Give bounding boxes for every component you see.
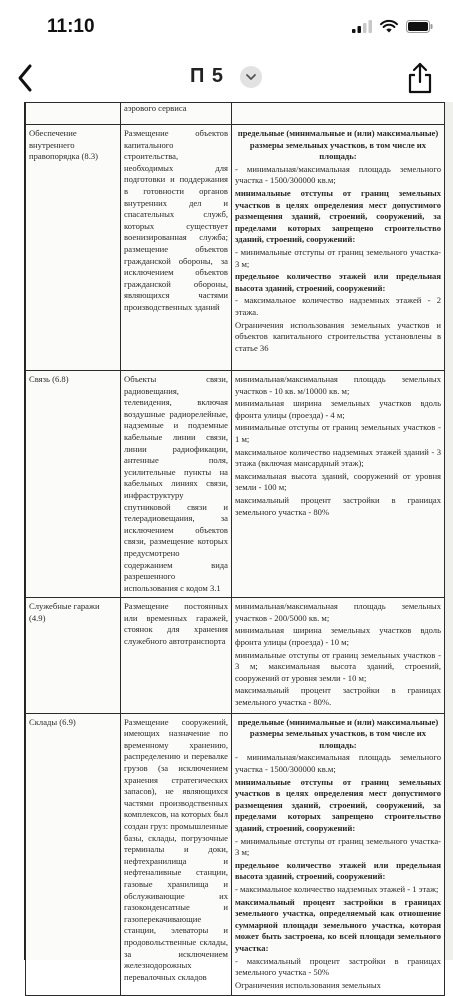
nav-bar [0,54,453,102]
param-line: минимальная/максимальная площадь земельных участков - 200/5000 кв. м; [235,601,441,623]
param-line: минимальная ширина земельных участков вдоль фронта улицы (проезда) - 10 м; [235,625,441,648]
use-type-parameters [232,125,445,371]
status-bar [0,0,453,54]
table-cell [232,103,445,125]
param-line: минимальные отступы от границ земельных участков в целях определения мест допустимого размещения зданий, строений, сооружений, за пределами которых запрещено строительство зданий, строений, сооружений: [235,187,441,245]
param-line: предельные (минимальные и (или) максимальные) размеры земельных участков, в том числе их площадь: [237,128,439,162]
zoning-table [25,102,445,996]
use-type-name: Связь (6.8) [26,371,121,598]
param-line: - минимальные отступы от границ земельного участка- 3 м; [235,246,441,269]
param-line: - максимальное количество надземных этажей - 2 этажа. [235,295,441,317]
use-type-name: Служебные гаражи (4.9) [26,598,121,713]
use-type-parameters [232,371,445,598]
document-title[interactable]: П 5 [190,65,225,87]
param-line: минимальные отступы от границ земельных участков - 1 м; [235,422,441,444]
use-type-parameters [232,713,445,996]
use-type-description: Размещение сооружений, имеющих назначение по временному хранению, распределению и перевалке грузов (за исключением хранения стратегических запасов), не являющихся частями производственных комплексов, на которых был создан груз: промышленные базы, склады, погрузочные терминалы и доки, нефтехранилища и нефтеналивные станции, газовые хранилища и обслуживающие их газоконденсатные и газоперекачивающие станции, элеваторы и продовольственные склады, за исключением железнодорожных перевалочных складов [121,713,232,996]
param-line: максимальное количество надземных этажей зданий - 3 этажа (включая мансардный этаж); [235,446,441,469]
wifi-icon [380,20,398,33]
param-line: предельные (минимальные и (или) максимальные) размеры земельных участков, в том числе их площадь: [237,716,439,750]
status-time: 11:10 [47,16,95,37]
table-cell [26,103,121,125]
param-line: Ограничения использования земельных [235,979,381,990]
table-row [26,598,445,713]
use-type-name: Обеспечение внутреннего правопорядка (8.3) [26,125,121,371]
param-line: - максимальное количество надземных этажей - 1 этаж; [235,883,439,894]
use-type-parameters [232,598,445,713]
param-line: Ограничения использования земельных участков и объектов капитального строительства установлены в статье 36 [235,319,441,353]
table-row [26,125,445,371]
param-line: - минимальная/максимальная площадь земельного участка - 1500/300000 кв.м; [235,752,441,774]
param-line: минимальная/максимальная площадь земельных участков - 10 кв. м/10000 кв. м; [235,374,441,396]
use-type-description: Объекты связи, радиовещания, телевидения, включая воздушные радиорелейные, надземные и подземные кабельные линии связи, линии радиофикации, антенные поля, усилительные пункты на кабельных линиях связи, инфраструктуру спутниковой связи и телерадиовещания, за исключением объектов связи, размещение которых предусмотрено содержанием вида разрешенного использования с кодом 3.1 [121,371,232,598]
table-row [26,713,445,996]
param-line: максимальный процент застройки в границах земельного участка - 80%. [235,685,441,708]
param-line: минимальные отступы от границ земельных участков в целях определения мест допустимого размещения зданий, строений, сооружений, за пределами которых запрещено строительство зданий, строений, сооружений: [235,776,441,833]
param-line: - минимальная/максимальная площадь земельного участка - 1500/300000 кв.м; [235,163,441,186]
param-line: максимальный процент застройки в границах земельного участка, определяемый как отношение суммарной площади земельного участка, которая может быть застроена, ко всей площади земельного участка: [235,896,441,953]
chevron-left-icon [17,64,33,92]
back-button[interactable] [8,60,42,96]
title-menu-button[interactable] [240,66,262,88]
param-line: - максимальный процент застройки в границах земельного участка - 50% [235,955,441,978]
use-type-name: Склады (6.9) [26,713,121,996]
share-icon [407,62,433,94]
table-cell: аэрового сервиса [121,103,232,125]
battery-icon [406,20,433,33]
signal-icon [352,20,372,33]
use-type-description: Размещение постоянных или временных гаражей, стоянок для хранения служебного автотранспорта [121,598,232,713]
status-icons [352,20,433,33]
param-line: предельное количество этажей или предельная высота зданий, строений, сооружений: [235,859,441,882]
param-line: минимальная ширина земельных участков вдоль фронта улицы (проезда) - 4 м; [235,398,441,420]
share-button[interactable] [405,60,435,96]
chevron-down-icon [246,74,256,81]
param-line: максимальный процент застройки в границах земельного участка - 80% [235,494,441,517]
param-line: - минимальные отступы от границ земельного участка- 3 м; [235,835,441,858]
use-type-description: Размещение объектов капитального строительства, необходимых для подготовки и поддержания в готовности органов внутренних дел и спасательных служб, которых существует военизированная служба; размещение объектов гражданской обороны, за исключением объектов гражданской обороны, являющихся частями производственных зданий [121,125,232,371]
param-line: минимальные отступы от границ земельных участков - 3 м; максимальная высота зданий, строений, сооружений от уровня земли - 10 м; [235,649,441,683]
table-row [26,103,445,125]
param-line: предельное количество этажей или предельная высота зданий, строений, сооружений: [235,271,441,293]
document-page[interactable] [24,102,445,990]
table-row [26,371,445,598]
param-line: максимальная высота зданий, сооружений от уровня земли - 100 м; [235,470,441,493]
